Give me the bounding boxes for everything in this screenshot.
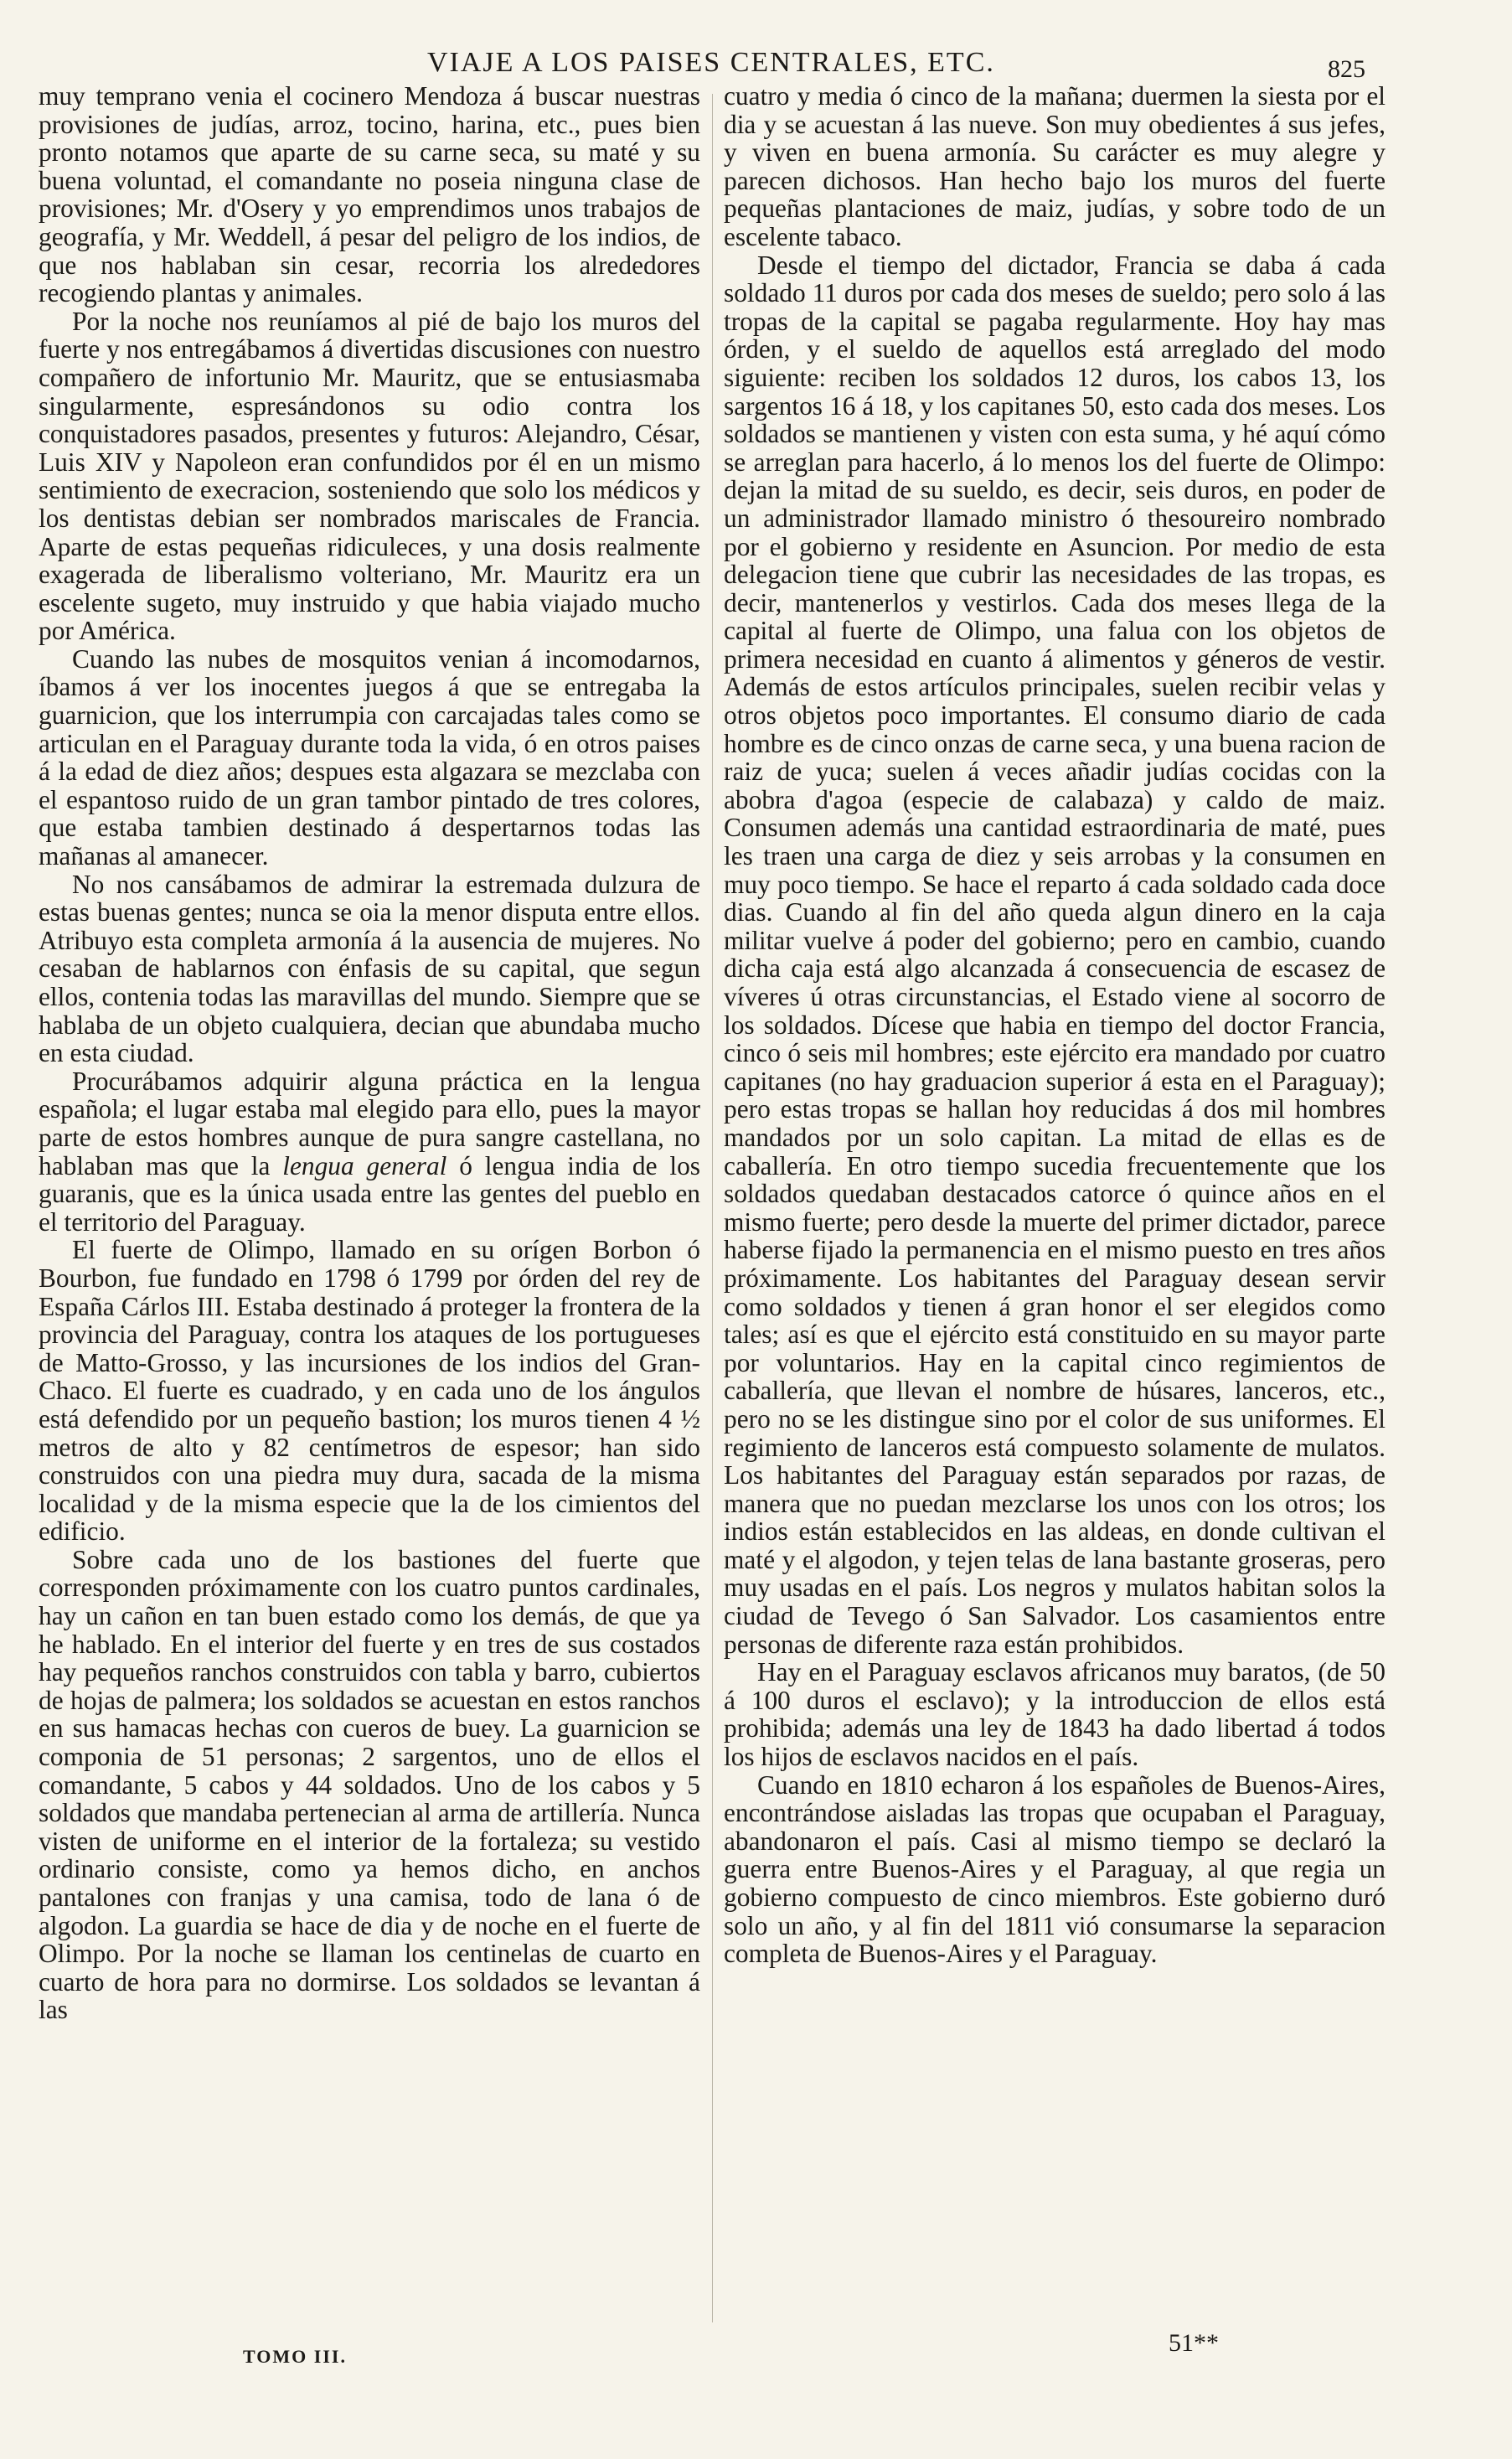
paragraph: Desde el tiempo del dictador, Francia se daba á cada soldado 11 duros por cada dos meses de sueldo; pero solo á las tropas de la capital se pagaba regularmente. Hoy hay mas órden, y el sueldo de aquellos está arreglado del modo siguiente: reciben los soldados 12 duros, los cabos 13, los sargentos 16 á 18, y los capitanes 50, esto cada dos meses. Los soldados se mantienen y visten con esta suma, y hé aquí cómo se arreglan para hacerlo, á lo menos los del fuerte de Olimpo: dejan la mitad de su sueldo, es decir, seis duros, en poder de un administrador llamado ministro ó thesoureiro nombrado por el gobierno y residente en Asuncion. Por medio de esta delegacion tiene que cubrir las necesidades de las tropas, es decir, mantenerlos y vestirlos. Cada dos meses llega de la capital al fuerte de Olimpo, una falua con los objetos de primera necesidad en cuanto á alimentos y géneros de vestir. Además de estos artículos principales, suelen recibir velas y otros objetos poco importantes. El consumo diario de cada hombre es de cinco onzas de carne seca, y una buena racion de raiz de yuca; suelen á veces añadir judías cocidas con la abobra d'agoa (especie de calabaza) y caldo de maiz. Consumen además una cantidad estraordinaria de maté, pues les traen una carga de diez y seis arrobas y la consumen en muy poco tiempo. Se hace el reparto á cada soldado cada doce dias. Cuando al fin del año queda algun dinero en la caja militar vuelve á poder del gobierno; pero en cambio, cuando dicha caja está algo alcanzada á consecuencia de escasez de víveres ú otras circunstancias, el Estado viene al socorro de los soldados. Dícese que habia en tiempo del doctor Francia, cinco ó seis mil hombres; este ejército era mandado por cuatro capitanes (no hay graduacion superior á esta en el Paraguay); pero estas tropas se hallan hoy reducidas á dos mil hombres mandados por un solo capitan. La mitad de ellas es de caballería. En otro tiempo sucedia frecuentemente que los soldados quedaban destacados catorce ó quince años en el mismo fuerte; pero desde la muerte del primer dictador, parece haberse fijado la permanencia en el mismo puesto en tres años próximamente. Los habitantes del Paraguay desean servir como soldados y tienen á gran honor el ser elegidos como tales; así es que el ejército está constituido en su mayor parte por voluntarios. Hay en la capital cinco regimientos de caballería, que llevan el nombre de húsares, lanceros, etc., pero no se les distingue sino por el color de sus uniformes. El regimiento de lanceros está compuesto solamente de mulatos. Los habitantes del Paraguay están separados por razas, de manera que no puedan mezclarse los unos con los otros; los indios están establecidos en las aldeas, en donde cultivan el maté y el algodon, y tejen telas de lana bastante groseras, pero muy usadas en el país. Los negros y mulatos habitan solos la ciudad de Tevego ó San Salvador. Los casamientos entre personas de diferente raza están prohibidos. [724,250,1386,1659]
paragraph [39,1067,700,1237]
italic-term: lengua general [282,1150,447,1180]
paragraph: Sobre cada uno de los bastiones del fuerte que corresponden próximamente con los cuatro puntos cardinales, hay un cañon en tan buen estado como los demás, de que ya he hablado. En el interior del fuerte y en tres de sus costados hay pequeños ranchos construidos con tabla y barro, cubiertos de hojas de palmera; los soldados se acuestan en estos ranchos en sus hamacas hechas con cueros de buey. La guarnicion se componia de 51 personas; 2 sargentos, uno de ellos el comandante, 5 cabos y 44 soldados. Uno de los cabos y 5 soldados que mandaba pertenecian al arma de artillería. Nunca visten de uniforme en el interior de la fortaleza; su vestido ordinario consiste, como ya hemos dicho, en anchos pantalones con franjas y una camisa, todo de lana ó de algodon. La guardia se hace de dia y de noche en el fuerte de Olimpo. Por la noche se llaman los centinelas de cuarto en cuarto de hora para no dormirse. Los soldados se levantan á las [39,1544,700,2025]
page-number: 825 [1328,55,1365,83]
left-column [39,82,700,2024]
paragraph: Por la noche nos reuníamos al pié de bajo los muros del fuerte y nos entregábamos á divertidas discusiones con nuestro compañero de infortunio Mr. Mauritz, que se entusiasmaba singularmente, espresándonos su odio contra los conquistadores pasados, presentes y futuros: Alejandro, César, Luis XIV y Napoleon eran confundidos por él en un mismo sentimiento de execracion, sosteniendo que solo los médicos y los dentistas debian ser nombrados mariscales de Francia. Aparte de estas pequeñas ridiculeces, y una dosis realmente exagerada de liberalismo volteriano, Mr. Mauritz era un escelente sugeto, muy instruido y que habia viajado mucho por América. [39,306,700,646]
paragraph: Hay en el Paraguay esclavos africanos muy baratos, (de 50 á 100 duros el esclavo); y la introduccion de ellos está prohibida; además una ley de 1843 ha dado libertad á todos los hijos de esclavos nacidos en el país. [724,1657,1386,1772]
paragraph: muy temprano venia el cocinero Mendoza á buscar nuestras provisiones de judías, arroz, tocino, harina, etc., pues bien pronto notamos que aparte de su carne seca, su maté y su buena voluntad, el comandante no poseia ninguna clase de provisiones; Mr. d'Osery y yo emprendimos unos trabajos de geografía, y Mr. Weddell, á pesar del peligro de los indios, de que nos hablaban sin cesar, recorria los alrededores recogiendo plantas y animales. [39,81,700,308]
volume-label: TOMO III. [243,2346,347,2367]
paragraph-text: ó lengua india de los guaranis, que es la única usada entre las gentes del pueblo en el territorio del Paraguay. [39,1150,700,1237]
signature-mark: 51** [1169,2329,1219,2357]
right-column [724,82,1386,1968]
paragraph: Cuando en 1810 echaron á los españoles de Buenos-Aires, encontrándose aisladas las tropas que ocupaban el Paraguay, abandonaron el país. Casi al mismo tiempo se declaró la guerra entre Buenos-Aires y el Paraguay, al que regia un gobierno compuesto de cinco miembros. Este gobierno duró solo un año, y al fin del 1811 vió consumarse la separacion completa de Buenos-Aires y el Paraguay. [724,1769,1386,1969]
column-divider [712,94,713,2322]
running-title: VIAJE A LOS PAISES CENTRALES, ETC. [427,47,995,78]
paragraph: Cuando las nubes de mosquitos venian á incomodarnos, íbamos á ver los inocentes juegos á que se entregaba la guarnicion, que los interrumpia con carcajadas tales como se articulan en el Paraguay durante toda la vida, ó en otros paises á la edad de diez años; despues esta algazara se mezclaba con el espantoso ruido de un gran tambor pintado de tres colores, que estaba tambien destinado á despertarnos todas las mañanas al amanecer. [39,643,700,871]
paragraph: No nos cansábamos de admirar la estremada dulzura de estas buenas gentes; nunca se oia la menor disputa entre ellos. Atribuyo esta completa armonía á la ausencia de mujeres. No cesaban de hablarnos con énfasis de su capital, que segun ellos, contenia todas las maravillas del mundo. Siempre que se hablaba de un objeto cualquiera, decian que abundaba mucho en esta ciudad. [39,869,700,1068]
paragraph: El fuerte de Olimpo, llamado en su orígen Borbon ó Bourbon, fue fundado en 1798 ó 1799 por órden del rey de España Cárlos III. Estaba destinado á proteger la frontera de la provincia del Paraguay, contra los ataques de los portugueses de Matto-Grosso, y las incursiones de los indios del Gran-Chaco. El fuerte es cuadrado, y en cada uno de los ángulos está defendido por un pequeño bastion; los muros tienen 4 ½ metros de alto y 82 centímetros de espesor; han sido construidos con una piedra muy dura, sacada de la misma localidad y de la misma especie que la de los cimientos del edificio. [39,1235,700,1547]
paragraph: cuatro y media ó cinco de la mañana; duermen la siesta por el dia y se acuestan á las nueve. Son muy obedientes á sus jefes, y viven en buena armonía. Su carácter es muy alegre y parecen dichosos. Han hecho bajo los muros del fuerte pequeñas plantaciones de maiz, judías, y sobre todo de un escelente tabaco. [724,81,1386,251]
paragraph-text: Procurábamos adquirir alguna práctica en la lengua española; el lugar estaba mal elegido para ello, pues la mayor parte de estos hombres aunque de pura sangre castellana, no hablaban mas que la [39,1066,700,1180]
